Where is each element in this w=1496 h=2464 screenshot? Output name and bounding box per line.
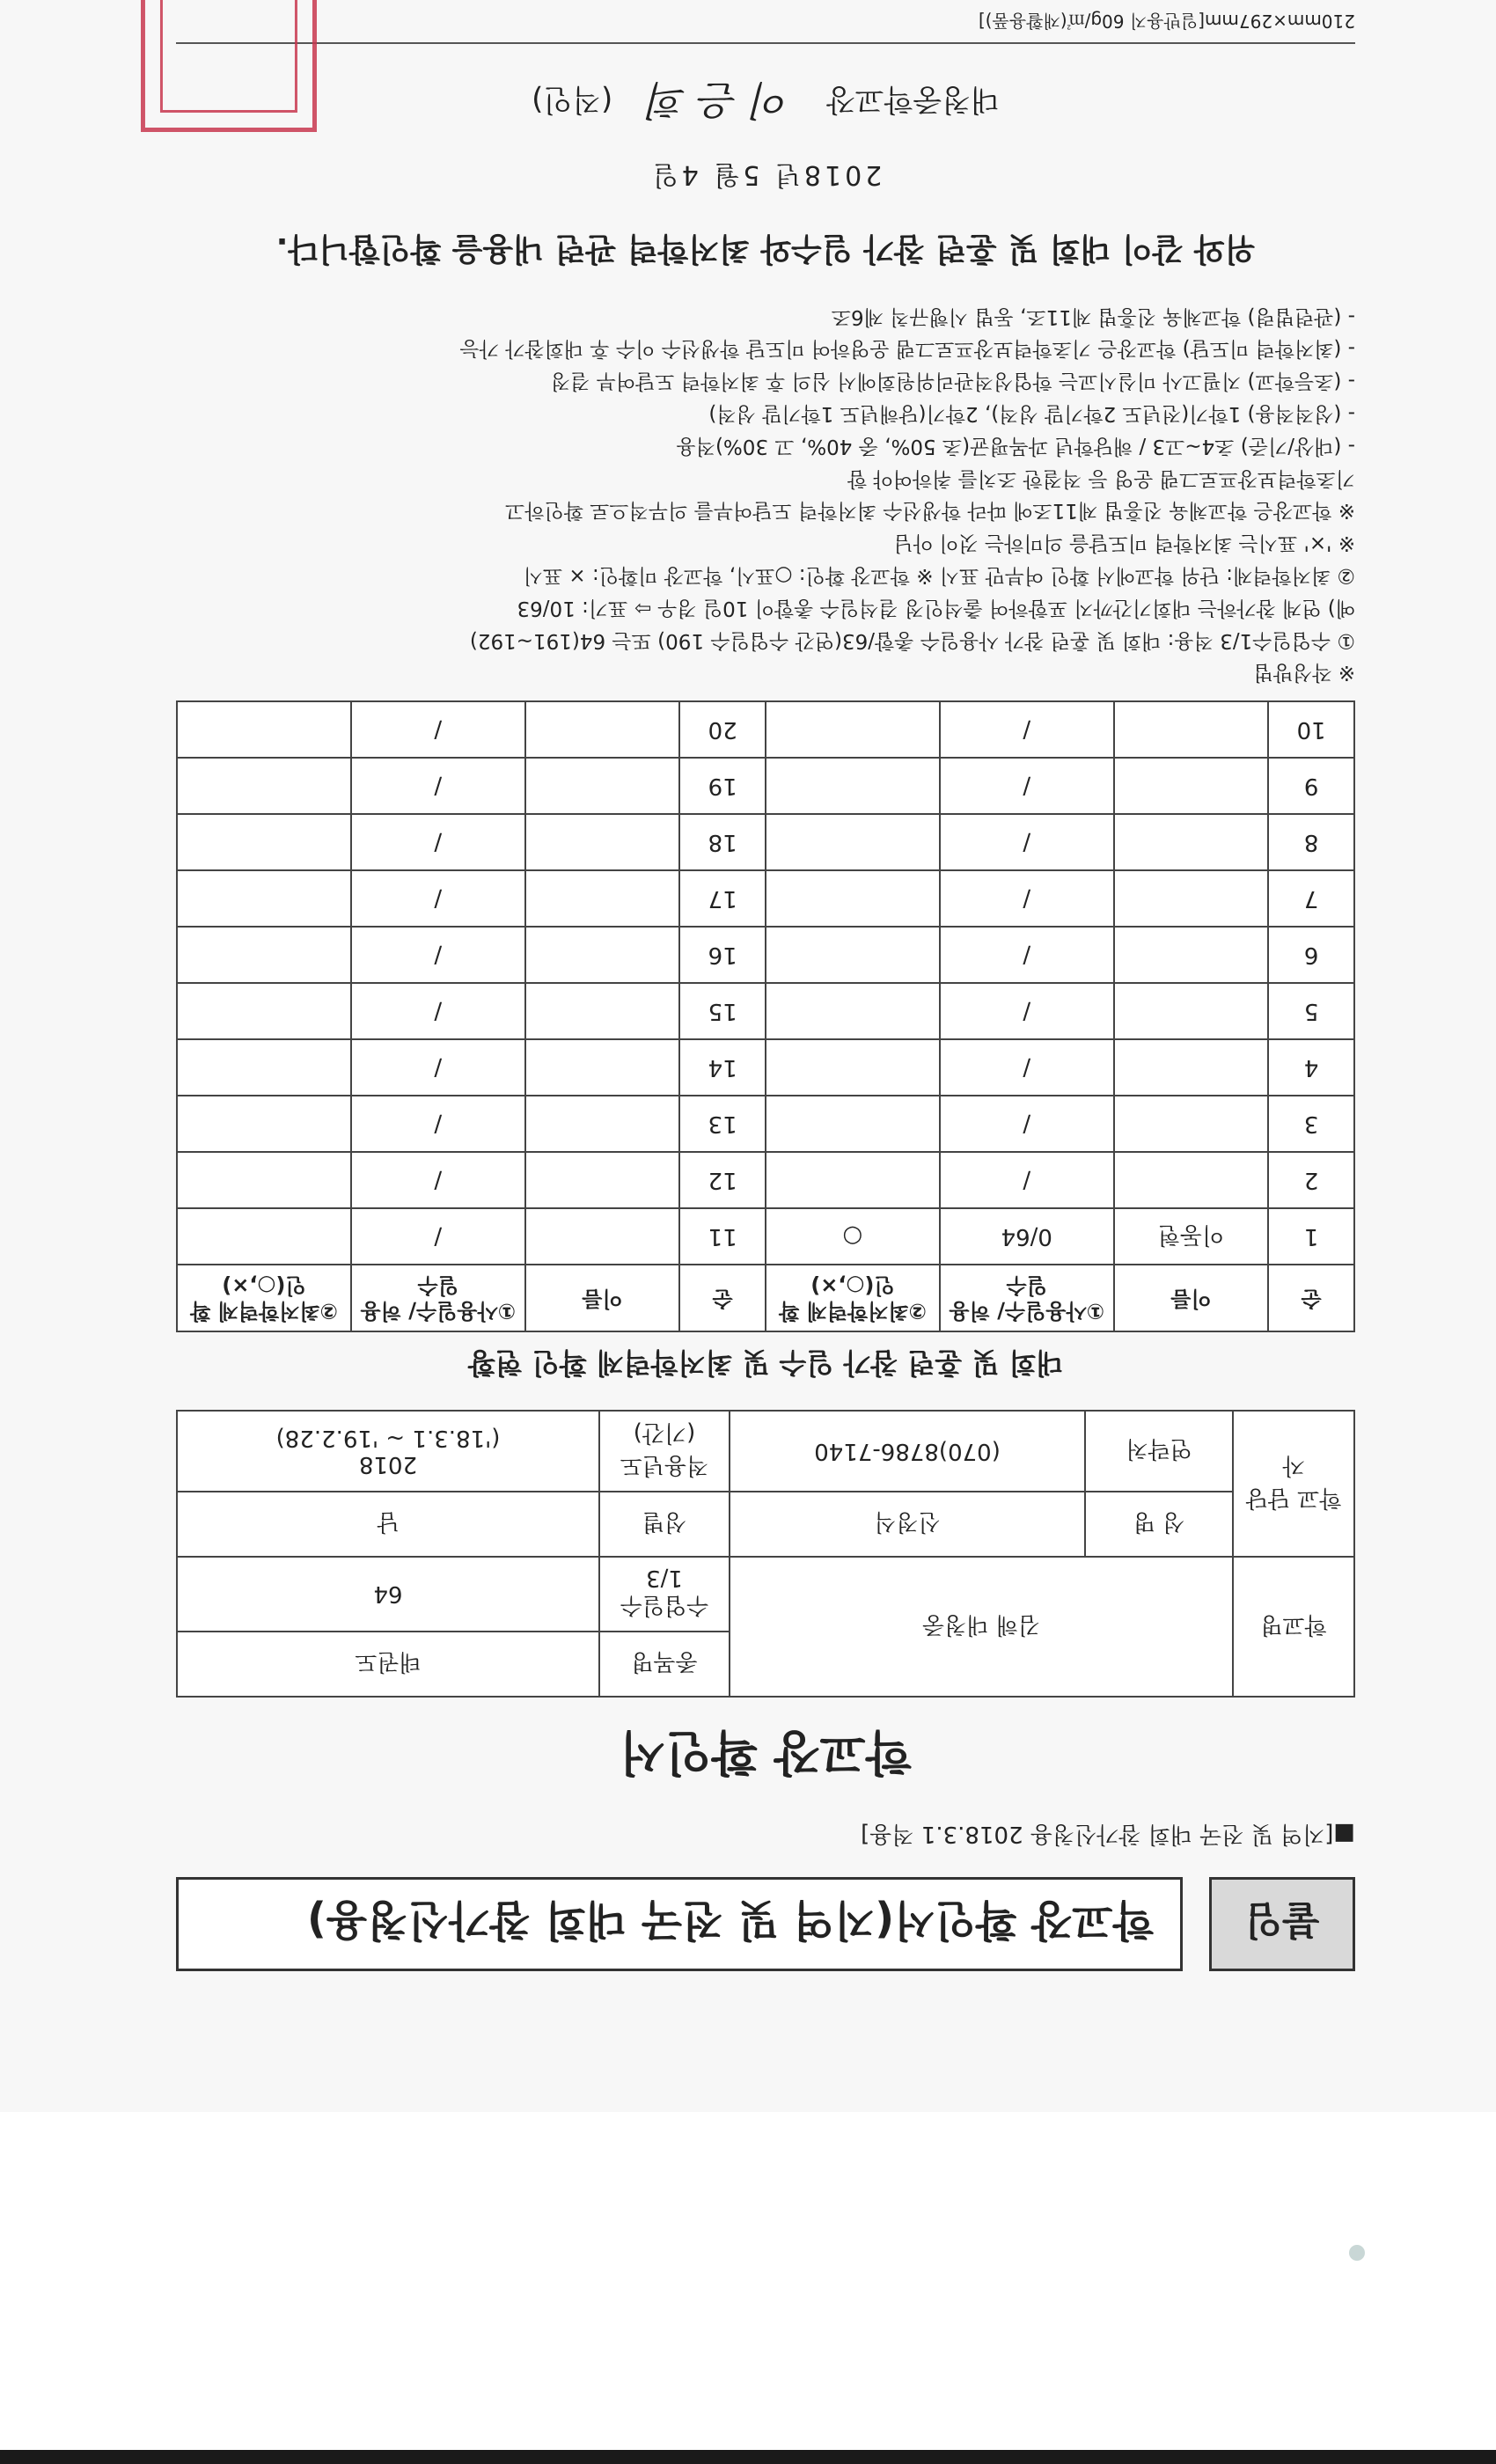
footnote-line: ② 최저학력제: 단위 학교에서 확인 여부만 표시 ※ 학교장 확인: ○표시, 학교장 미확인: × 표시 <box>523 564 1355 588</box>
cell-no: 5 <box>1268 983 1354 1039</box>
cell-no: 15 <box>679 983 766 1039</box>
footnote-line: ① 수업일수1/3 적용: 대회 및 훈련 참가 사용일수 총합/63(연간 수업일수 190) 또는 64(191~192) <box>469 628 1355 652</box>
cell-min <box>177 1208 351 1265</box>
manager-label: 학교 담당자 <box>1233 1411 1354 1557</box>
cell-min <box>766 870 940 927</box>
footnote-line: ※ '×' 표시는 최저학력 미도달을 의미하는 것이 아님 <box>893 532 1355 555</box>
cell-name <box>525 870 680 927</box>
cell-min <box>766 758 940 814</box>
table-row <box>177 1039 1354 1096</box>
cell-no: 4 <box>1268 1039 1354 1096</box>
cell-used: 0/64 <box>940 1208 1114 1265</box>
cell-used: / <box>351 1039 525 1096</box>
footnote-line: ※ 작성방법 <box>1253 661 1355 685</box>
cell-min <box>766 983 940 1039</box>
cell-name <box>525 1152 680 1208</box>
principal-signature-row <box>176 74 1355 132</box>
col-used-2: ①사용일수/ 허용일수 <box>351 1265 525 1331</box>
cell-min: ○ <box>766 1208 940 1265</box>
cell-used: / <box>351 927 525 983</box>
cell-no: 10 <box>1268 701 1354 758</box>
footnote-line: - (초등학교) 지필고사 미실시교는 학업성적관리위원회에서 심의 후 최저학력 도달여부 결정 <box>550 370 1355 393</box>
cell-name: 이동현 <box>1114 1208 1269 1265</box>
cell-min <box>766 814 940 870</box>
cell-min <box>177 758 351 814</box>
cell-no: 18 <box>679 814 766 870</box>
cell-no: 11 <box>679 1208 766 1265</box>
seal-suffix: (직인) <box>532 82 613 118</box>
document-body <box>176 10 1355 1971</box>
table-row <box>177 927 1354 983</box>
cell-used: / <box>351 870 525 927</box>
school-label: 학교명 <box>1233 1557 1354 1697</box>
footnote-line: 기초학력보장프로그램 운영 등 적절한 조치를 취하여야 함 <box>847 466 1355 490</box>
cell-used: / <box>940 927 1114 983</box>
apply-note: ■[지역 및 전국 대회 참가신청용 2018.3.1 적용] <box>861 1821 1355 1847</box>
cell-no: 12 <box>679 1152 766 1208</box>
cell-min <box>177 701 351 758</box>
cell-min <box>177 1039 351 1096</box>
sport-label: 종목명 <box>599 1632 730 1697</box>
table-row <box>177 701 1354 758</box>
cell-no: 16 <box>679 927 766 983</box>
cell-no: 3 <box>1268 1096 1354 1152</box>
contact-label: 연락처 <box>1085 1411 1233 1492</box>
contact-value: (070)8786-7140 <box>730 1411 1085 1492</box>
document-title: 학교장 확인서(지역 및 전국 대회 참가신청용) <box>176 1877 1183 1971</box>
cell-min <box>177 814 351 870</box>
cell-used: / <box>940 1152 1114 1208</box>
confirmation-text: 위와 같이 대회 및 훈련 참가 일수와 최저학력 관련 내용을 확인합니다. <box>275 230 1256 267</box>
cell-name <box>525 983 680 1039</box>
main-title: 학교장 확인서 <box>620 1725 912 1780</box>
cell-min <box>177 927 351 983</box>
cell-used: / <box>940 1039 1114 1096</box>
cell-name <box>1114 1152 1269 1208</box>
records-subtitle: 대회 및 훈련 참가 일수 및 최저학력제 확인 현황 <box>467 1346 1064 1380</box>
cell-name <box>1114 814 1269 870</box>
gender-value: 남 <box>177 1492 599 1557</box>
gender-label: 성별 <box>599 1492 730 1557</box>
cell-used: / <box>351 758 525 814</box>
official-seal-stamp <box>141 0 317 132</box>
table-row <box>177 1096 1354 1152</box>
cell-no: 6 <box>1268 927 1354 983</box>
cell-name <box>1114 1039 1269 1096</box>
footnote-line: ※ 학교장은 학교체육 진흥법 제11조에 따라 학생선수 최저학력 도달여부를 의무적으로 확인하고 <box>505 499 1355 523</box>
principal-label: 대청중학교장 <box>825 82 1000 118</box>
cell-name <box>525 701 680 758</box>
days-label: 수업일수 1/3 <box>599 1557 730 1632</box>
cell-no: 14 <box>679 1039 766 1096</box>
table-row <box>177 870 1354 927</box>
cell-used: / <box>940 758 1114 814</box>
footnotes <box>176 300 1355 689</box>
cell-used: / <box>940 870 1114 927</box>
paper-spec-note: 210mm×297mm[일반용지 60g/㎡(재활용품)] <box>176 10 1355 44</box>
period-range: ('18.3.1 ~ '19.2.28) <box>275 1425 501 1451</box>
period-value <box>177 1411 599 1492</box>
footnote-line: - (관련법령) 학교체육 진흥법 제11조, 동법 시행규칙 제6조 <box>831 304 1355 328</box>
cell-used: / <box>940 814 1114 870</box>
table-row <box>177 814 1354 870</box>
cell-name <box>1114 701 1269 758</box>
cell-used: / <box>351 983 525 1039</box>
cell-used: / <box>351 814 525 870</box>
cell-no: 7 <box>1268 870 1354 927</box>
cell-name <box>525 927 680 983</box>
cell-name <box>1114 870 1269 927</box>
col-used: ①사용일수/ 허용일수 <box>940 1265 1114 1331</box>
cell-no: 13 <box>679 1096 766 1152</box>
footnote-line: 예) 연계 참가하는 대회기간까지 포함하여 출석인정 결석일수 총합이 10일 경우 ⇨ 표기: 10/63 <box>517 596 1355 620</box>
handwritten-signature: 이 은 희 <box>648 76 791 124</box>
cell-used: / <box>940 1096 1114 1152</box>
cell-used: / <box>940 983 1114 1039</box>
col-name-2: 이름 <box>525 1265 680 1331</box>
col-min: ②최저학력제 확인(○,×) <box>766 1265 940 1331</box>
attachment-label: 붙임 <box>1209 1877 1355 1971</box>
cell-name <box>525 1208 680 1265</box>
days-value: 64 <box>177 1557 599 1632</box>
cell-min <box>177 983 351 1039</box>
cell-name <box>1114 758 1269 814</box>
scan-smudge-icon <box>1346 2242 1368 2263</box>
cell-name <box>525 1096 680 1152</box>
cell-name <box>525 814 680 870</box>
header-row <box>176 1877 1355 1971</box>
table-row <box>177 1208 1354 1265</box>
col-name: 이름 <box>1114 1265 1269 1331</box>
cell-no: 19 <box>679 758 766 814</box>
table-row <box>177 758 1354 814</box>
cell-name <box>1114 983 1269 1039</box>
col-no-2: 순 <box>679 1265 766 1331</box>
cell-used: / <box>940 701 1114 758</box>
cell-min <box>177 1096 351 1152</box>
cell-used: / <box>351 1152 525 1208</box>
period-year: 2018 <box>358 1451 418 1478</box>
sport-value: 태권도 <box>177 1632 599 1697</box>
cell-min <box>766 701 940 758</box>
records-body <box>177 701 1354 1265</box>
cell-min <box>766 1039 940 1096</box>
table-row <box>177 983 1354 1039</box>
cell-min <box>177 870 351 927</box>
cell-used: / <box>351 701 525 758</box>
school-value: 김해 대청중 <box>730 1557 1233 1697</box>
cell-no: 8 <box>1268 814 1354 870</box>
school-info-table <box>176 1410 1355 1698</box>
cell-no: 9 <box>1268 758 1354 814</box>
col-no: 순 <box>1268 1265 1354 1331</box>
footnote-line: - (성적적용) 1학기(전년도 2학기말 성적), 2학기(당해년도 1학기말 성적) <box>708 402 1355 426</box>
cell-name <box>1114 927 1269 983</box>
footnote-line: - (최저학력 미도달) 학교장은 기초학력보장프로그램 운영하여 미도달 학생선수 이수 후 대회참가 가능 <box>459 337 1355 361</box>
table-row <box>177 1152 1354 1208</box>
footnote-line: - (대상/기준) 초4~고3 / 해당학년 과목평균(초 50%, 중 40%, 고 30%)적용 <box>676 434 1355 458</box>
cell-used: / <box>351 1096 525 1152</box>
cell-name <box>1114 1096 1269 1152</box>
cell-no: 20 <box>679 701 766 758</box>
cell-no: 17 <box>679 870 766 927</box>
signed-date: 2018년 5월 4일 <box>649 158 883 190</box>
cell-name <box>525 758 680 814</box>
records-table <box>176 700 1355 1332</box>
cell-min <box>177 1152 351 1208</box>
cell-min <box>766 927 940 983</box>
name-value: 신정식 <box>730 1492 1085 1557</box>
period-label: 적용년도 (기간) <box>599 1411 730 1492</box>
col-min-2: ②최저학력제 확인(○,×) <box>177 1265 351 1331</box>
scanner-edge <box>0 2450 1496 2464</box>
cell-no: 1 <box>1268 1208 1354 1265</box>
name-label: 성 명 <box>1085 1492 1233 1557</box>
cell-used: / <box>351 1208 525 1265</box>
cell-min <box>766 1096 940 1152</box>
cell-no: 2 <box>1268 1152 1354 1208</box>
cell-name <box>525 1039 680 1096</box>
cell-min <box>766 1152 940 1208</box>
